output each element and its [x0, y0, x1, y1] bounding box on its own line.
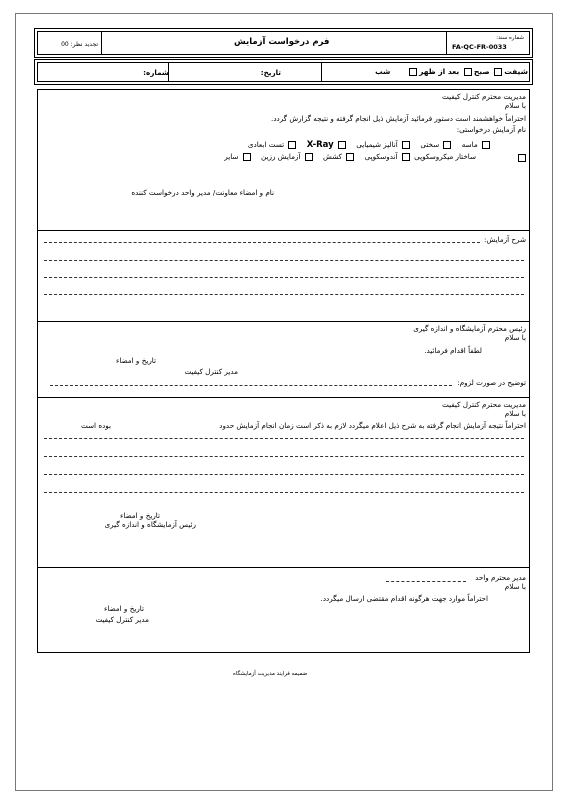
main-box [37, 89, 530, 653]
shift-label: شیفت [504, 67, 528, 76]
s3-body: لطفاً اقدام فرمائید. [424, 346, 482, 355]
endoscopy-checkbox[interactable] [402, 153, 410, 161]
s3-note-label: توضیح در صورت لزوم: [457, 378, 526, 387]
s4-addressee: مدیریت محترم کنترل کیفیت [442, 400, 526, 409]
afternoon-checkbox[interactable] [409, 68, 417, 76]
microstructure-label: ساختار میکروسکوپی [414, 152, 476, 161]
tests-row-2 [224, 152, 476, 161]
s1-greeting: با سلام [504, 101, 526, 110]
other-checkbox[interactable] [243, 153, 251, 161]
afternoon-label: بعد از ظهر [419, 67, 460, 76]
footer-note: ضمیمه فرایند مدیریت آزمایشگاه [233, 671, 308, 677]
hardness-label: سختی [420, 140, 440, 149]
resin-label: آزمایش رزین [261, 152, 301, 161]
hardness-checkbox[interactable] [443, 141, 451, 149]
date-label: تاریخ: [260, 68, 281, 77]
tensile-checkbox[interactable] [346, 153, 354, 161]
number-label: شماره: [143, 68, 169, 77]
dimensional-checkbox[interactable] [288, 141, 296, 149]
s5-greeting: با سلام [504, 582, 526, 591]
s3-greeting: با سلام [504, 333, 526, 342]
sand-checkbox[interactable] [482, 141, 490, 149]
doc-number-label: شماره سند: [496, 35, 524, 41]
other-label: سایر [224, 152, 239, 161]
s1-test-name-label: نام آزمایش درخواستی: [456, 125, 526, 134]
s3-addressee: رئیس محترم آزمایشگاه و اندازه گیری [413, 324, 526, 333]
shift-checkbox[interactable] [494, 68, 502, 76]
s1-signature: نام و امضاء معاونت/ مدیر واحد درخواست کننده [131, 188, 274, 197]
s5-role: مدیر کنترل کیفیت [95, 615, 149, 624]
night-label: شب [375, 67, 391, 76]
sand-label: ماسه [461, 140, 478, 149]
s5-body: احتراماً موارد جهت هرگونه اقدام مقتضی ارسال میگردد. [320, 594, 488, 603]
doc-number: FA-QC-FR-0033 [452, 43, 507, 51]
shift-options [375, 67, 528, 76]
revision-label: تجدید نظر: 00 [61, 41, 98, 48]
chemical-checkbox[interactable] [402, 141, 410, 149]
s2-description-label: شرح آزمایش: [483, 235, 526, 244]
s3-date-sign: تاریخ و امضاء [116, 356, 156, 365]
morning-label: صبح [473, 67, 490, 76]
dimensional-label: تست ابعادی [247, 140, 285, 149]
s5-addressee: مدیر محترم واحد [475, 573, 526, 582]
morning-checkbox[interactable] [464, 68, 472, 76]
s1-addressee: مدیریت محترم کنترل کیفیت [442, 92, 526, 101]
tensile-label: کشش [322, 152, 342, 161]
endoscopy-label: آندوسکوپی [364, 152, 398, 161]
s5-date-sign: تاریخ و امضاء [104, 604, 144, 613]
resin-checkbox[interactable] [305, 153, 313, 161]
microstructure-checkbox[interactable] [518, 154, 526, 162]
s4-date-sign: تاریخ و امضاء [120, 511, 160, 520]
xray-checkbox[interactable] [338, 141, 346, 149]
chemical-label: آنالیز شیمیایی [356, 140, 398, 149]
s3-role: مدیر کنترل کیفیت [184, 367, 238, 376]
s4-body-end: بوده است [80, 421, 111, 430]
s4-greeting: با سلام [504, 409, 526, 418]
tests-row-1 [248, 140, 492, 150]
s4-body: احتراماً نتیجه آزمایش انجام گرفته به شرح ذیل اعلام میگردد لازم به ذکر است زمان انجام آزمایش حدود [219, 421, 526, 430]
xray-label: X-Ray [306, 140, 334, 150]
s1-body: احتراماً خواهشمند است دستور فرمائید آزمایش ذیل انجام گرفته و نتیجه گزارش گردد. [271, 114, 526, 123]
form-title: فرم درخواست آزمایش [234, 37, 330, 47]
s4-role: رئیس آزمایشگاه و اندازه گیری [104, 520, 196, 529]
